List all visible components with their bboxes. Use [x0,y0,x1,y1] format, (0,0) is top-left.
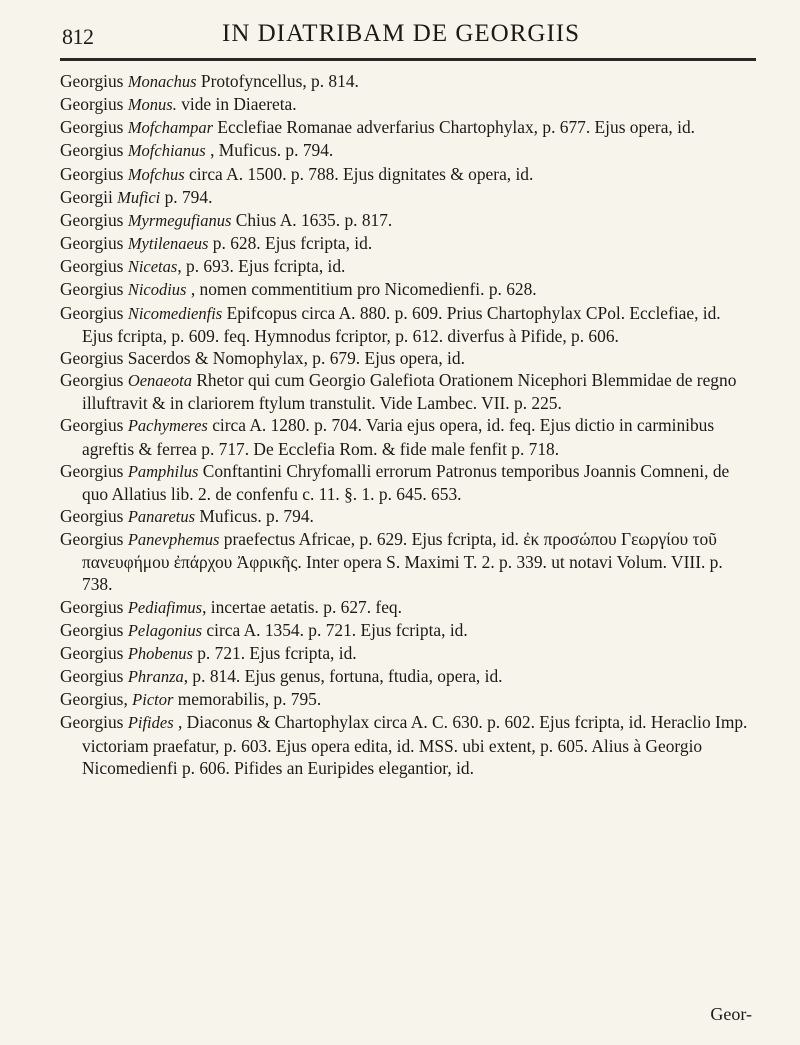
entry-name: Georgius [60,279,124,300]
entry-name: Georgius [60,619,124,640]
index-entry [60,209,750,232]
entry-epithet: Mofchianus [127,141,206,161]
entry-text: memorabilis, p. 795. [173,689,322,710]
index-entry [60,369,750,414]
entry-name: Georgius [60,163,124,184]
entry-name: Georgius, [60,689,128,710]
entry-epithet: Myrmegufianus [127,210,232,230]
entry-text: Chius A. 1635. p. 817. [231,209,393,230]
entry-text: , Muficus. p. 794. [205,140,334,161]
index-entry [60,116,750,139]
entry-name: Georgius [60,347,124,368]
index-entry [60,414,750,459]
index-entry [60,278,750,301]
entry-text: vide in Diaereta. [176,94,297,115]
entry-name: Georgius [60,140,124,161]
index-entry [60,70,750,93]
index-entry [60,642,750,665]
entry-epithet: Mufici [117,187,161,207]
entry-epithet: Monachus [127,72,197,91]
entry-epithet: Oenaeota [127,371,192,391]
entry-epithet: Nicomedienfis [127,303,223,323]
header-rule [60,58,756,61]
index-entry [60,528,750,595]
entry-epithet: Pelagonius [127,620,203,640]
entry-epithet: Phobenus [127,643,193,663]
index-entry [60,688,750,711]
entry-name: Georgii [60,186,113,207]
entry-name: Georgius [60,209,124,230]
entry-epithet: Pediafimus [127,597,203,617]
entry-text: p. 794. [160,186,213,207]
page-number: 812 [62,24,94,49]
entry-text: , incertae aetatis. p. 627. feq. [202,596,402,617]
index-entry [60,619,750,642]
entry-text: , p. 693. Ejus fcripta, id. [177,256,346,277]
entry-name: Georgius [60,415,124,436]
entry-text: , nomen commentitium pro Nicomedienfi. p. 628. [186,279,537,300]
index-entries [60,70,750,779]
entry-text: praefectus Africae, p. 629. Ejus fcripta, id. ἐκ προσώπου Γεωργίου τοῦ πανευφήμου ἐπάρχου Ἀφρικῆς. Inter opera S. Maximi T. 2. p. 339. ut notavi Volum. VIII. p. 738. [82,529,723,595]
index-entry [60,163,750,186]
entry-text: Epifcopus circa A. 880. p. 609. Prius Chartophylax CPol. Ecclefiae, id. Ejus fcripta, p. 609. feq. Hymnodus fcriptor, p. 612. diverfus à Pifide, p. 606. [82,302,721,346]
index-entry [60,302,750,347]
entry-name: Georgius [60,302,124,323]
index-entry [60,347,750,369]
entry-text: , p. 814. Ejus genus, fortuna, ftudia, opera, id. [183,666,503,687]
index-entry [60,596,750,619]
entry-name: Georgius [60,94,124,115]
entry-epithet: Mytilenaeus [127,234,209,254]
index-entry [60,711,750,778]
index-entry [60,139,750,162]
entry-epithet: Panaretus [127,506,196,526]
entry-text: Rhetor qui cum Georgio Galefiota Orationem Nicephori Blemmidae de regno illuftravit & in clariorem ftylum transtulit. Vide Lambec. VII. p. 225. [82,370,737,414]
entry-epithet: Nicodius [127,280,187,300]
entry-text: circa A. 1280. p. 704. Varia ejus opera, id. feq. Ejus dictio in carminibus agreftis & ferrea p. 717. De Ecclefia Rom. & fide male fenfit p. 718. [82,415,715,459]
index-entry [60,665,750,688]
index-entry [60,186,750,209]
index-entry [60,255,750,278]
entry-text: p. 721. Ejus fcripta, id. [192,642,357,663]
entry-text: Protofyncellus, p. 814. [196,71,359,91]
entry-epithet: Monus. [127,95,177,115]
entry-text: Ecclefiae Romanae adverfarius Chartophylax, p. 677. Ejus opera, id. [213,117,695,138]
entry-name: Georgius [60,233,124,254]
entry-name: Georgius [60,460,124,481]
entry-name: Georgius [60,642,124,663]
page-header [62,8,762,48]
entry-name: Georgius [60,596,124,617]
running-head: IN DIATRIBAM DE GEORGIIS [222,20,581,47]
entry-text: p. 628. Ejus fcripta, id. [208,233,373,254]
entry-name: Georgius [60,666,124,687]
entry-epithet: Pachymeres [127,416,208,436]
entry-text: Sacerdos & Nomophylax, p. 679. Ejus opera, id. [123,347,465,368]
entry-epithet: Pictor [132,690,174,710]
entry-epithet: Panevphemus [127,530,220,550]
index-entry [60,460,750,505]
entry-name: Georgius [60,712,124,733]
entry-epithet: Pamphilus [127,461,199,481]
entry-name: Georgius [60,529,124,550]
entry-name: Georgius [60,71,124,91]
entry-text: , Diaconus & Chartophylax circa A. C. 630. p. 602. Ejus fcripta, id. Heraclio Imp. victoriam praefatur, p. 603. Ejus opera edita, id. MSS. ubi extent, p. 605. Alius à Georgio Nicomedienfi p. 606. Pifides an Euripides elegantior, id. [82,712,748,778]
index-entry [60,505,750,528]
index-entry [60,232,750,255]
entry-name: Georgius [60,256,124,277]
entry-name: Georgius [60,505,124,526]
entry-epithet: Mofchampar [127,118,214,138]
index-entry [60,93,750,116]
entry-name: Georgius [60,117,124,138]
entry-epithet: Mofchus [127,164,185,184]
entry-text: circa A. 1354. p. 721. Ejus fcripta, id. [202,619,468,640]
entry-epithet: Nicetas [127,257,178,277]
entry-epithet: Pifides [127,713,174,733]
entry-text: Muficus. p. 794. [195,505,314,526]
entry-name: Georgius [60,370,124,391]
catchword: Geor- [710,1004,752,1024]
entry-epithet: Phranza [127,667,184,687]
entry-text: Conftantini Chryfomalli errorum Patronus temporibus Joannis Comneni, de quo Allatius lib. 2. de confenfu c. 11. §. 1. p. 645. 653. [82,460,730,504]
entry-text: circa A. 1500. p. 788. Ejus dignitates & opera, id. [184,163,534,184]
